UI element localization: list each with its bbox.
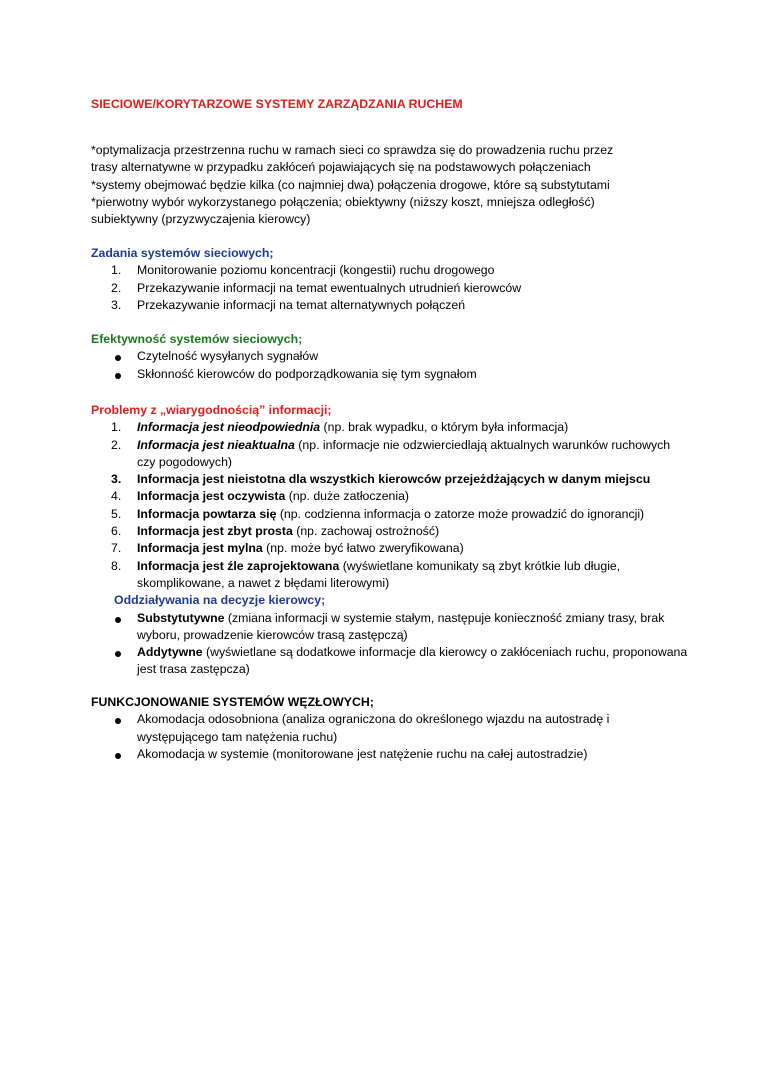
bullet-icon (115, 373, 121, 379)
section-heading: Problemy z „wiarygodnością” informacji; (91, 403, 332, 417)
list-text: (np. może być łatwo zweryfikowana) (262, 541, 464, 556)
list-text: (np. duże zatłoczenia) (285, 489, 410, 504)
list-number: 4. (111, 489, 122, 504)
section-zadania (91, 245, 691, 314)
section-problemy (91, 402, 691, 679)
bullet-list (91, 348, 691, 383)
intro-paragraph (91, 142, 681, 228)
bullet-icon (115, 355, 121, 361)
bullet-icon (115, 753, 121, 759)
list-item (91, 419, 691, 436)
bullet-icon (115, 718, 121, 724)
list-text: Akomodacja odosobniona (analiza ograniczona do określonego wjazdu na autostradę i występującego tam natężenia ruchu) (137, 712, 610, 744)
list-number: 1. (111, 263, 122, 278)
list-number: 8. (111, 558, 122, 573)
list-number: 5. (111, 506, 122, 521)
list-text: Akomodacja w systemie (monitorowane jest natężenie ruchu na całej autostradzie) (137, 746, 588, 761)
list-item (91, 610, 691, 645)
list-text: (np. informacje nie odzwierciedlają aktualnych warunków ruchowych czy pogodowych) (137, 437, 671, 469)
list-text: (zmiana informacji w systemie stałym, następuje konieczność zmiany trasy, brak wyboru, prowadzenie kierowców trasą zastępczą) (137, 610, 665, 642)
list-item (91, 746, 691, 763)
section-efektywnosc (91, 331, 691, 383)
intro-line: *pierwotny wybór wykorzystanego połączenia; obiektywny (niższy koszt, mniejsza odległość) (91, 194, 595, 209)
list-bold-text: Informacja jest nieaktualna (137, 437, 295, 452)
list-bold-text: Addytywne (137, 645, 203, 660)
document-title: SIECIOWE/KORYTARZOWE SYSTEMY ZARZĄDZANIA RUCHEM (91, 97, 463, 111)
list-bold-text: Informacja powtarza się (137, 506, 277, 521)
list-number: 3. (111, 297, 122, 312)
list-text: (np. codzienna informacja o zatorze może prowadzić do ignorancji) (276, 506, 645, 521)
list-bold-text: Informacja jest zbyt prosta (137, 524, 293, 539)
bullet-icon (115, 651, 121, 657)
list-item (91, 506, 691, 523)
numbered-list (91, 262, 691, 314)
list-text: (np. zachowaj ostrożność) (292, 524, 440, 539)
section-wezlowe (91, 694, 691, 763)
list-text: (np. brak wypadku, o którym była informacja) (320, 420, 569, 435)
list-text: Czytelność wysyłanych sygnałów (137, 349, 319, 364)
list-number: 3. (111, 472, 122, 487)
list-number: 2. (111, 280, 122, 295)
section-heading: Zadania systemów sieciowych; (91, 246, 274, 260)
list-number: 2. (111, 437, 122, 452)
bullet-icon (115, 617, 121, 623)
subsection-heading: Oddziaływania na decyzje kierowcy; (114, 593, 326, 608)
list-text: Przekazywanie informacji na temat ewentualnych utrudnień kierowców (137, 280, 522, 295)
list-number: 6. (111, 524, 122, 539)
list-bold-text: Informacja jest źle zaprojektowana (137, 558, 340, 573)
list-item (91, 280, 691, 297)
list-item (91, 711, 691, 746)
list-item (91, 262, 691, 279)
list-item (91, 437, 691, 472)
intro-line: *optymalizacja przestrzenna ruchu w ramach sieci co sprawdza się do prowadzenia ruchu przez (91, 143, 614, 157)
list-number: 7. (111, 541, 122, 556)
intro-line: subiektywny (przyzwyczajenia kierowcy) (91, 212, 311, 227)
list-text: Monitorowanie poziomu koncentracji (kongestii) ruchu drogowego (137, 263, 495, 278)
list-bold-text: Informacja jest mylna (137, 541, 263, 556)
list-item (91, 348, 691, 365)
section-heading: Efektywność systemów sieciowych; (91, 332, 303, 346)
list-text: (wyświetlane są dodatkowe informacje dla kierowcy o zakłóceniach ruchu, proponowana jest trasa zastępcza) (137, 645, 688, 677)
intro-line: *systemy obejmować będzie kilka (co najmniej dwa) połączenia drogowe, które są substytutami (91, 177, 610, 192)
intro-line: trasy alternatywne w przypadku zakłóceń pojawiających się na podstawowych połączeniach (91, 160, 591, 175)
list-number: 1. (111, 420, 122, 435)
bullet-list (91, 711, 691, 763)
list-bold-text: Informacja jest oczywista (137, 489, 286, 504)
list-item (91, 644, 691, 679)
list-item (91, 558, 691, 593)
list-text: Przekazywanie informacji na temat alternatywnych połączeń (137, 297, 466, 312)
list-bold-text: Informacja jest nieistotna dla wszystkich kierowców przejeżdżających w danym miejscu (137, 472, 651, 487)
list-item (91, 523, 691, 540)
list-item (91, 488, 691, 505)
list-item (91, 366, 691, 383)
section-heading: FUNKCJONOWANIE SYSTEMÓW WĘZŁOWYCH; (91, 695, 374, 709)
list-item (91, 297, 691, 314)
numbered-list (91, 419, 691, 592)
list-item (91, 471, 691, 488)
list-item (91, 540, 691, 557)
bullet-list (91, 610, 691, 679)
list-text: (wyświetlane komunikaty są zbyt krótkie lub długie, skomplikowane, a nawet z błędami literowymi) (137, 558, 621, 590)
list-text: Skłonność kierowców do podporządkowania się tym sygnałom (137, 366, 477, 381)
list-bold-text: Substytutywne (137, 610, 225, 625)
list-bold-text: Informacja jest nieodpowiednia (137, 420, 321, 435)
